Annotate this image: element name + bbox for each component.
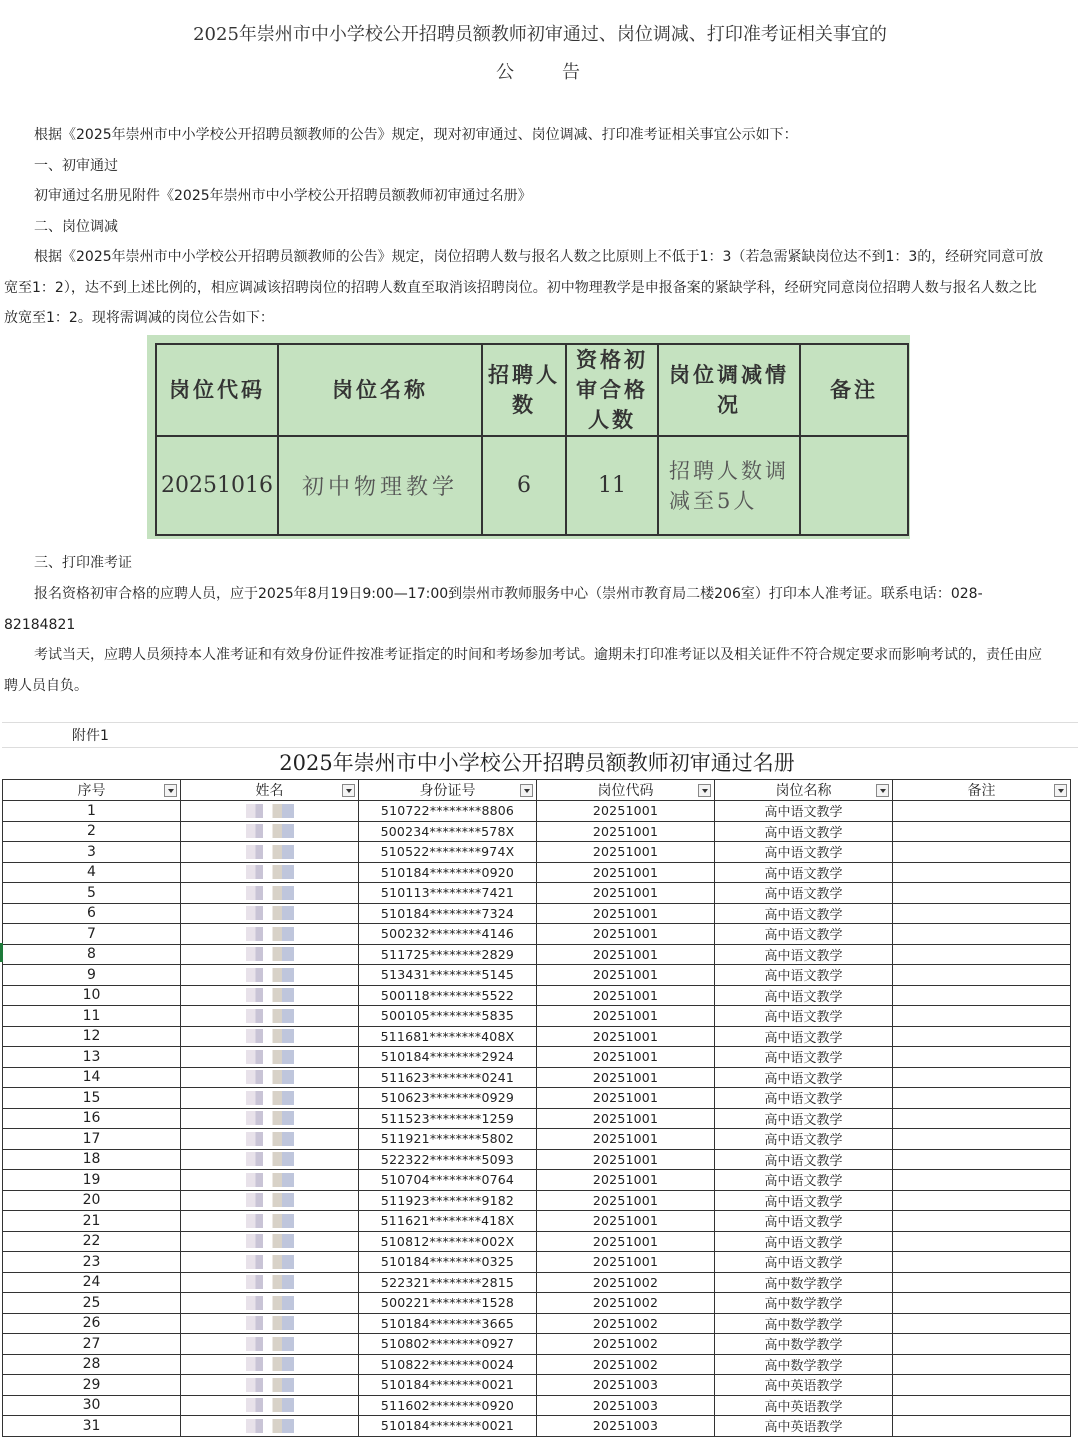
row-post-code[interactable]: 20251001 [537, 1190, 715, 1211]
table-row[interactable] [3, 1088, 1071, 1109]
row-id-number[interactable]: 522321********2815 [359, 1272, 537, 1293]
col-header-index: 序号 [3, 780, 181, 801]
row-index[interactable]: 14 [3, 1067, 181, 1088]
row-post-name[interactable]: 高中语文教学 [715, 1231, 893, 1252]
row-id-number[interactable]: 511623********0241 [359, 1067, 537, 1088]
table-row[interactable] [3, 1313, 1071, 1334]
row-remark[interactable] [893, 903, 1071, 924]
row-post-code[interactable]: 20251003 [537, 1416, 715, 1437]
row-post-name[interactable]: 高中数学教学 [715, 1272, 893, 1293]
row-post-code[interactable]: 20251001 [537, 1231, 715, 1252]
redaction-mosaic [246, 906, 294, 920]
row-index[interactable]: 6 [3, 903, 181, 924]
row-name-redacted[interactable] [181, 1211, 359, 1232]
redaction-mosaic [246, 1419, 294, 1433]
table-row[interactable] [3, 1416, 1071, 1437]
row-post-code[interactable]: 20251003 [537, 1395, 715, 1416]
redaction-mosaic [246, 1357, 294, 1371]
row-index[interactable]: 30 [3, 1395, 181, 1416]
row-id-number[interactable]: 513431********5145 [359, 965, 537, 986]
row-name-redacted[interactable] [181, 1006, 359, 1027]
table-row[interactable] [3, 1006, 1071, 1027]
filter-dropdown-icon[interactable] [164, 784, 177, 797]
table-row[interactable] [3, 1026, 1071, 1047]
row-index[interactable]: 12 [3, 1026, 181, 1047]
row-post-name[interactable]: 高中语文教学 [715, 883, 893, 904]
redaction-mosaic [246, 1296, 294, 1310]
table-row[interactable] [3, 1211, 1071, 1232]
section-3-text-1: 报名资格初审合格的应聘人员，应于2025年8月19日9:00—17:00到崇州市教师服务中心（崇州市教育局二楼206室）打印本人准考证。联系电话：028-82184821 [4, 586, 983, 633]
row-id-number[interactable]: 510184********0021 [359, 1416, 537, 1437]
row-post-name[interactable]: 高中语文教学 [715, 1006, 893, 1027]
redaction-mosaic [246, 947, 294, 961]
adjust-header-remark: 备注 [800, 344, 908, 436]
adjust-header-situation: 岗位调减情况 [658, 344, 800, 436]
row-post-name[interactable]: 高中数学教学 [715, 1354, 893, 1375]
table-row[interactable] [3, 1047, 1071, 1068]
row-id-number[interactable]: 500221********1528 [359, 1293, 537, 1314]
post-adjustment-table-block [147, 335, 910, 539]
redaction-mosaic [246, 886, 294, 900]
col-header-post-name: 岗位名称 [715, 780, 893, 801]
row-id-number[interactable]: 511921********5802 [359, 1129, 537, 1150]
table-row[interactable] [3, 1354, 1071, 1375]
row-post-name[interactable]: 高中数学教学 [715, 1313, 893, 1334]
adjust-table-header-row [156, 344, 908, 436]
row-index[interactable]: 15 [3, 1088, 181, 1109]
redaction-mosaic [246, 804, 294, 818]
row-id-number[interactable]: 511523********1259 [359, 1108, 537, 1129]
row-id-number[interactable]: 511681********408X [359, 1026, 537, 1047]
row-index[interactable]: 3 [3, 842, 181, 863]
row-post-code[interactable]: 20251002 [537, 1272, 715, 1293]
row-index[interactable]: 21 [3, 1211, 181, 1232]
redaction-mosaic [246, 845, 294, 859]
row-post-name[interactable]: 高中语文教学 [715, 1252, 893, 1273]
redaction-mosaic [246, 1234, 294, 1248]
redaction-mosaic [246, 1193, 294, 1207]
row-post-name[interactable]: 高中语文教学 [715, 1108, 893, 1129]
row-post-code[interactable]: 20251001 [537, 821, 715, 842]
row-index[interactable]: 18 [3, 1149, 181, 1170]
col-header-id: 身份证号 [359, 780, 537, 801]
adjust-header-qualified: 资格初审合格人数 [566, 344, 658, 436]
col-header-name: 姓名 [181, 780, 359, 801]
roster-body [3, 801, 1071, 1437]
row-post-name[interactable]: 高中语文教学 [715, 944, 893, 965]
row-remark[interactable] [893, 1026, 1071, 1047]
redaction-mosaic [246, 824, 294, 838]
table-row[interactable] [3, 883, 1071, 904]
redaction-mosaic [246, 1050, 294, 1064]
row-remark[interactable] [893, 1334, 1071, 1355]
row-index[interactable]: 22 [3, 1231, 181, 1252]
table-row[interactable] [3, 1129, 1071, 1150]
redaction-mosaic [246, 1214, 294, 1228]
row-name-redacted[interactable] [181, 1067, 359, 1088]
row-post-name[interactable]: 高中语文教学 [715, 1047, 893, 1068]
row-id-number[interactable]: 510522********974X [359, 842, 537, 863]
row-remark[interactable] [893, 924, 1071, 945]
redaction-mosaic [246, 1009, 294, 1023]
row-id-number[interactable]: 522322********5093 [359, 1149, 537, 1170]
row-index[interactable]: 9 [3, 965, 181, 986]
row-post-code[interactable]: 20251001 [537, 1026, 715, 1047]
row-index[interactable]: 25 [3, 1293, 181, 1314]
table-row[interactable] [3, 1170, 1071, 1191]
row-post-code[interactable]: 20251001 [537, 1108, 715, 1129]
row-index[interactable]: 7 [3, 924, 181, 945]
row-name-redacted[interactable] [181, 985, 359, 1006]
table-row[interactable] [3, 1190, 1071, 1211]
row-index[interactable]: 20 [3, 1190, 181, 1211]
table-row[interactable] [3, 821, 1071, 842]
row-name-redacted[interactable] [181, 1354, 359, 1375]
row-post-code[interactable]: 20251001 [537, 1149, 715, 1170]
row-id-number[interactable]: 511621********418X [359, 1211, 537, 1232]
row-remark[interactable] [893, 1252, 1071, 1273]
row-name-redacted[interactable] [181, 1416, 359, 1437]
row-id-number[interactable]: 510704********0764 [359, 1170, 537, 1191]
row-index[interactable]: 10 [3, 985, 181, 1006]
adjust-cell-name: 初中物理教学 [278, 436, 482, 535]
row-index[interactable]: 16 [3, 1108, 181, 1129]
table-row[interactable] [3, 1108, 1071, 1129]
row-post-name[interactable]: 高中语文教学 [715, 801, 893, 822]
table-row[interactable] [3, 801, 1071, 822]
table-row[interactable] [3, 1334, 1071, 1355]
row-name-redacted[interactable] [181, 1252, 359, 1273]
section-1-text: 初审通过名册见附件《2025年崇州市中小学校公开招聘员额教师初审通过名册》 [34, 188, 532, 204]
row-id-number[interactable]: 510802********0927 [359, 1334, 537, 1355]
redaction-mosaic [246, 1275, 294, 1289]
row-post-code[interactable]: 20251001 [537, 965, 715, 986]
row-post-code[interactable]: 20251001 [537, 1211, 715, 1232]
redaction-mosaic [246, 1173, 294, 1187]
row-remark[interactable] [893, 985, 1071, 1006]
notice-title: 2025年崇州市中小学校公开招聘员额教师初审通过、岗位调减、打印准考证相关事宜的 [193, 24, 887, 45]
row-id-number[interactable]: 500118********5522 [359, 985, 537, 1006]
row-post-name[interactable]: 高中语文教学 [715, 985, 893, 1006]
row-post-name[interactable]: 高中语文教学 [715, 1026, 893, 1047]
section-3-text-2: 考试当天，应聘人员须持本人准考证和有效身份证件按准考证指定的时间和考场参加考试。逾期未打印准考证以及相关证件不符合规定要求而影响考试的，责任由应聘人员自负。 [4, 647, 1042, 694]
row-index[interactable]: 2 [3, 821, 181, 842]
row-name-redacted[interactable] [181, 924, 359, 945]
row-id-number[interactable]: 511725********2829 [359, 944, 537, 965]
redaction-mosaic [246, 1111, 294, 1125]
row-remark[interactable] [893, 1416, 1071, 1437]
notice-title-suffix: 公 告 [496, 62, 584, 83]
row-remark[interactable] [893, 1170, 1071, 1191]
row-remark[interactable] [893, 1395, 1071, 1416]
row-name-redacted[interactable] [181, 1129, 359, 1150]
redaction-mosaic [246, 927, 294, 941]
section-2-text: 根据《2025年崇州市中小学校公开招聘员额教师的公告》规定，岗位招聘人数与报名人数之比原则上不低于1：3（若急需紧缺岗位达不到1：3的，经研究同意可放宽至1：2），达不到上述比例的，相应调减该招聘岗位的招聘人数直至取消该招聘岗位。初中物理教学是申报备案的紧缺学科，经研究同意岗位招聘人数与报名人数之比放宽至1：2。现将需调减的岗位公告如下： [4, 249, 1044, 326]
section-2-heading: 二、岗位调减 [34, 219, 118, 235]
adjust-cell-remark [800, 436, 908, 535]
row-index[interactable]: 4 [3, 862, 181, 883]
row-name-redacted[interactable] [181, 1047, 359, 1068]
row-remark[interactable] [893, 1067, 1071, 1088]
adjust-cell-situation: 招聘人数调减至5人 [658, 436, 800, 535]
col-header-remark: 备注 [893, 780, 1071, 801]
filter-dropdown-icon[interactable] [698, 784, 711, 797]
redaction-mosaic [246, 1152, 294, 1166]
adjust-cell-count: 6 [482, 436, 566, 535]
adjust-cell-qualified: 11 [566, 436, 658, 535]
row-id-number[interactable]: 511923********9182 [359, 1190, 537, 1211]
row-post-code[interactable]: 20251001 [537, 985, 715, 1006]
row-post-code[interactable]: 20251002 [537, 1293, 715, 1314]
table-row[interactable] [3, 1149, 1071, 1170]
row-remark[interactable] [893, 1354, 1071, 1375]
redaction-mosaic [246, 865, 294, 879]
row-remark[interactable] [893, 862, 1071, 883]
redaction-mosaic [246, 1070, 294, 1084]
redaction-mosaic [246, 1255, 294, 1269]
row-id-number[interactable]: 510184********7324 [359, 903, 537, 924]
row-post-code[interactable]: 20251001 [537, 1088, 715, 1109]
row-post-code[interactable]: 20251001 [537, 924, 715, 945]
row-post-code[interactable]: 20251001 [537, 1252, 715, 1273]
row-post-code[interactable]: 20251002 [537, 1313, 715, 1334]
row-name-redacted[interactable] [181, 1149, 359, 1170]
row-name-redacted[interactable] [181, 903, 359, 924]
adjust-cell-code: 20251016 [156, 436, 278, 535]
row-name-redacted[interactable] [181, 1108, 359, 1129]
table-row[interactable] [3, 1395, 1071, 1416]
row-post-code[interactable]: 20251001 [537, 842, 715, 863]
row-remark[interactable] [893, 1313, 1071, 1334]
redaction-mosaic [246, 1132, 294, 1146]
row-name-redacted[interactable] [181, 1231, 359, 1252]
row-post-code[interactable]: 20251001 [537, 1006, 715, 1027]
row-index[interactable]: 24 [3, 1272, 181, 1293]
row-index[interactable]: 8 [3, 944, 181, 965]
row-name-redacted[interactable] [181, 1293, 359, 1314]
row-post-name[interactable]: 高中英语教学 [715, 1395, 893, 1416]
row-index[interactable]: 5 [3, 883, 181, 904]
row-index[interactable]: 1 [3, 801, 181, 822]
row-post-code[interactable]: 20251001 [537, 1129, 715, 1150]
row-id-number[interactable]: 510722********8806 [359, 801, 537, 822]
table-row[interactable] [3, 965, 1071, 986]
row-name-redacted[interactable] [181, 1170, 359, 1191]
row-id-number[interactable]: 510113********7421 [359, 883, 537, 904]
row-id-number[interactable]: 500234********578X [359, 821, 537, 842]
adjust-header-code: 岗位代码 [156, 344, 278, 436]
row-post-name[interactable]: 高中英语教学 [715, 1416, 893, 1437]
table-row[interactable] [3, 944, 1071, 965]
adjust-header-count: 招聘人数 [482, 344, 566, 436]
table-row[interactable] [3, 924, 1071, 945]
row-post-name[interactable]: 高中语文教学 [715, 965, 893, 986]
row-post-code[interactable]: 20251002 [537, 1354, 715, 1375]
row-post-name[interactable]: 高中数学教学 [715, 1293, 893, 1314]
row-post-name[interactable]: 高中数学教学 [715, 1334, 893, 1355]
roster-table [2, 779, 1071, 1437]
table-row[interactable] [3, 862, 1071, 883]
row-remark[interactable] [893, 1190, 1071, 1211]
row-post-name[interactable]: 高中语文教学 [715, 821, 893, 842]
row-name-redacted[interactable] [181, 1190, 359, 1211]
redaction-mosaic [246, 968, 294, 982]
row-id-number[interactable]: 500105********5835 [359, 1006, 537, 1027]
row-remark[interactable] [893, 1088, 1071, 1109]
row-remark[interactable] [893, 1375, 1071, 1396]
row-index[interactable]: 17 [3, 1129, 181, 1150]
row-index[interactable]: 11 [3, 1006, 181, 1027]
section-3-heading: 三、打印准考证 [34, 555, 132, 571]
row-id-number[interactable]: 510184********0021 [359, 1375, 537, 1396]
row-remark[interactable] [893, 1129, 1071, 1150]
row-index[interactable]: 28 [3, 1354, 181, 1375]
table-row[interactable] [3, 1067, 1071, 1088]
row-post-code[interactable]: 20251003 [537, 1375, 715, 1396]
row-remark[interactable] [893, 1047, 1071, 1068]
row-index[interactable]: 23 [3, 1252, 181, 1273]
row-post-name[interactable]: 高中语文教学 [715, 1067, 893, 1088]
row-post-name[interactable]: 高中语文教学 [715, 1170, 893, 1191]
row-post-name[interactable]: 高中语文教学 [715, 1129, 893, 1150]
sheet-top-row [2, 722, 1078, 748]
row-index[interactable]: 27 [3, 1334, 181, 1355]
row-post-code[interactable]: 20251001 [537, 1170, 715, 1191]
row-remark[interactable] [893, 842, 1071, 863]
row-name-redacted[interactable] [181, 883, 359, 904]
row-id-number[interactable]: 510623********0929 [359, 1088, 537, 1109]
table-row[interactable] [3, 903, 1071, 924]
row-id-number[interactable]: 510822********0024 [359, 1354, 537, 1375]
filter-dropdown-icon[interactable] [342, 784, 355, 797]
row-post-name[interactable]: 高中语文教学 [715, 924, 893, 945]
redaction-mosaic [246, 1029, 294, 1043]
row-name-redacted[interactable] [181, 1395, 359, 1416]
row-remark[interactable] [893, 1293, 1071, 1314]
row-name-redacted[interactable] [181, 1272, 359, 1293]
table-row[interactable] [3, 1293, 1071, 1314]
row-remark[interactable] [893, 1211, 1071, 1232]
row-post-name[interactable]: 高中语文教学 [715, 1190, 893, 1211]
row-index[interactable]: 26 [3, 1313, 181, 1334]
row-post-code[interactable]: 20251001 [537, 944, 715, 965]
row-post-code[interactable]: 20251001 [537, 1047, 715, 1068]
table-row[interactable] [3, 1375, 1071, 1396]
filter-dropdown-icon[interactable] [520, 784, 533, 797]
filter-dropdown-icon[interactable] [1054, 784, 1067, 797]
row-name-redacted[interactable] [181, 1313, 359, 1334]
table-row[interactable] [3, 842, 1071, 863]
row-name-redacted[interactable] [181, 801, 359, 822]
intro-paragraph: 根据《2025年崇州市中小学校公开招聘员额教师的公告》规定，现对初审通过、岗位调减、打印准考证相关事宜公示如下： [34, 127, 798, 143]
row-id-number[interactable]: 511602********0920 [359, 1395, 537, 1416]
row-remark[interactable] [893, 801, 1071, 822]
redaction-mosaic [246, 1316, 294, 1330]
row-remark[interactable] [893, 883, 1071, 904]
row-name-redacted[interactable] [181, 821, 359, 842]
row-id-number[interactable]: 510184********0325 [359, 1252, 537, 1273]
row-post-code[interactable]: 20251001 [537, 1067, 715, 1088]
row-remark[interactable] [893, 1231, 1071, 1252]
attachment-label: 附件1 [72, 728, 109, 744]
row-post-code[interactable]: 20251002 [537, 1334, 715, 1355]
adjust-header-name: 岗位名称 [278, 344, 482, 436]
row-index[interactable]: 31 [3, 1416, 181, 1437]
redaction-mosaic [246, 1337, 294, 1351]
row-name-redacted[interactable] [181, 1334, 359, 1355]
row-remark[interactable] [893, 1108, 1071, 1129]
row-post-name[interactable]: 高中语文教学 [715, 1149, 893, 1170]
row-remark[interactable] [893, 821, 1071, 842]
row-name-redacted[interactable] [181, 1088, 359, 1109]
row-remark[interactable] [893, 1006, 1071, 1027]
row-name-redacted[interactable] [181, 965, 359, 986]
post-adjustment-table [155, 343, 909, 536]
table-row[interactable] [3, 1231, 1071, 1252]
row-post-name[interactable]: 高中英语教学 [715, 1375, 893, 1396]
row-post-code[interactable]: 20251001 [537, 862, 715, 883]
redaction-mosaic [246, 988, 294, 1002]
row-post-code[interactable]: 20251001 [537, 801, 715, 822]
row-id-number[interactable]: 510812********002X [359, 1231, 537, 1252]
roster-title: 2025年崇州市中小学校公开招聘员额教师初审通过名册 [279, 751, 795, 775]
row-remark[interactable] [893, 944, 1071, 965]
table-row[interactable] [3, 1272, 1071, 1293]
row-post-name[interactable]: 高中语文教学 [715, 862, 893, 883]
row-post-name[interactable]: 高中语文教学 [715, 842, 893, 863]
row-remark[interactable] [893, 1272, 1071, 1293]
redaction-mosaic [246, 1398, 294, 1412]
row-name-redacted[interactable] [181, 1026, 359, 1047]
cell-selection-marker [0, 943, 3, 962]
row-id-number[interactable]: 510184********3665 [359, 1313, 537, 1334]
row-name-redacted[interactable] [181, 862, 359, 883]
filter-dropdown-icon[interactable] [876, 784, 889, 797]
roster-header-row [3, 780, 1071, 801]
row-post-name[interactable]: 高中语文教学 [715, 903, 893, 924]
row-id-number[interactable]: 500232********4146 [359, 924, 537, 945]
row-name-redacted[interactable] [181, 842, 359, 863]
redaction-mosaic [246, 1378, 294, 1392]
row-name-redacted[interactable] [181, 1375, 359, 1396]
adjust-table-row [156, 436, 908, 535]
row-post-name[interactable]: 高中语文教学 [715, 1088, 893, 1109]
section-1-heading: 一、初审通过 [34, 158, 118, 174]
row-index[interactable]: 29 [3, 1375, 181, 1396]
table-row[interactable] [3, 1252, 1071, 1273]
col-header-post-code: 岗位代码 [537, 780, 715, 801]
row-remark[interactable] [893, 1149, 1071, 1170]
spreadsheet-roster [0, 722, 1080, 1443]
row-post-code[interactable]: 20251001 [537, 903, 715, 924]
table-row[interactable] [3, 985, 1071, 1006]
row-id-number[interactable]: 510184********2924 [359, 1047, 537, 1068]
row-id-number[interactable]: 510184********0920 [359, 862, 537, 883]
row-index[interactable]: 19 [3, 1170, 181, 1191]
row-remark[interactable] [893, 965, 1071, 986]
row-post-name[interactable]: 高中语文教学 [715, 1211, 893, 1232]
row-name-redacted[interactable] [181, 944, 359, 965]
row-post-code[interactable]: 20251001 [537, 883, 715, 904]
redaction-mosaic [246, 1091, 294, 1105]
row-index[interactable]: 13 [3, 1047, 181, 1068]
